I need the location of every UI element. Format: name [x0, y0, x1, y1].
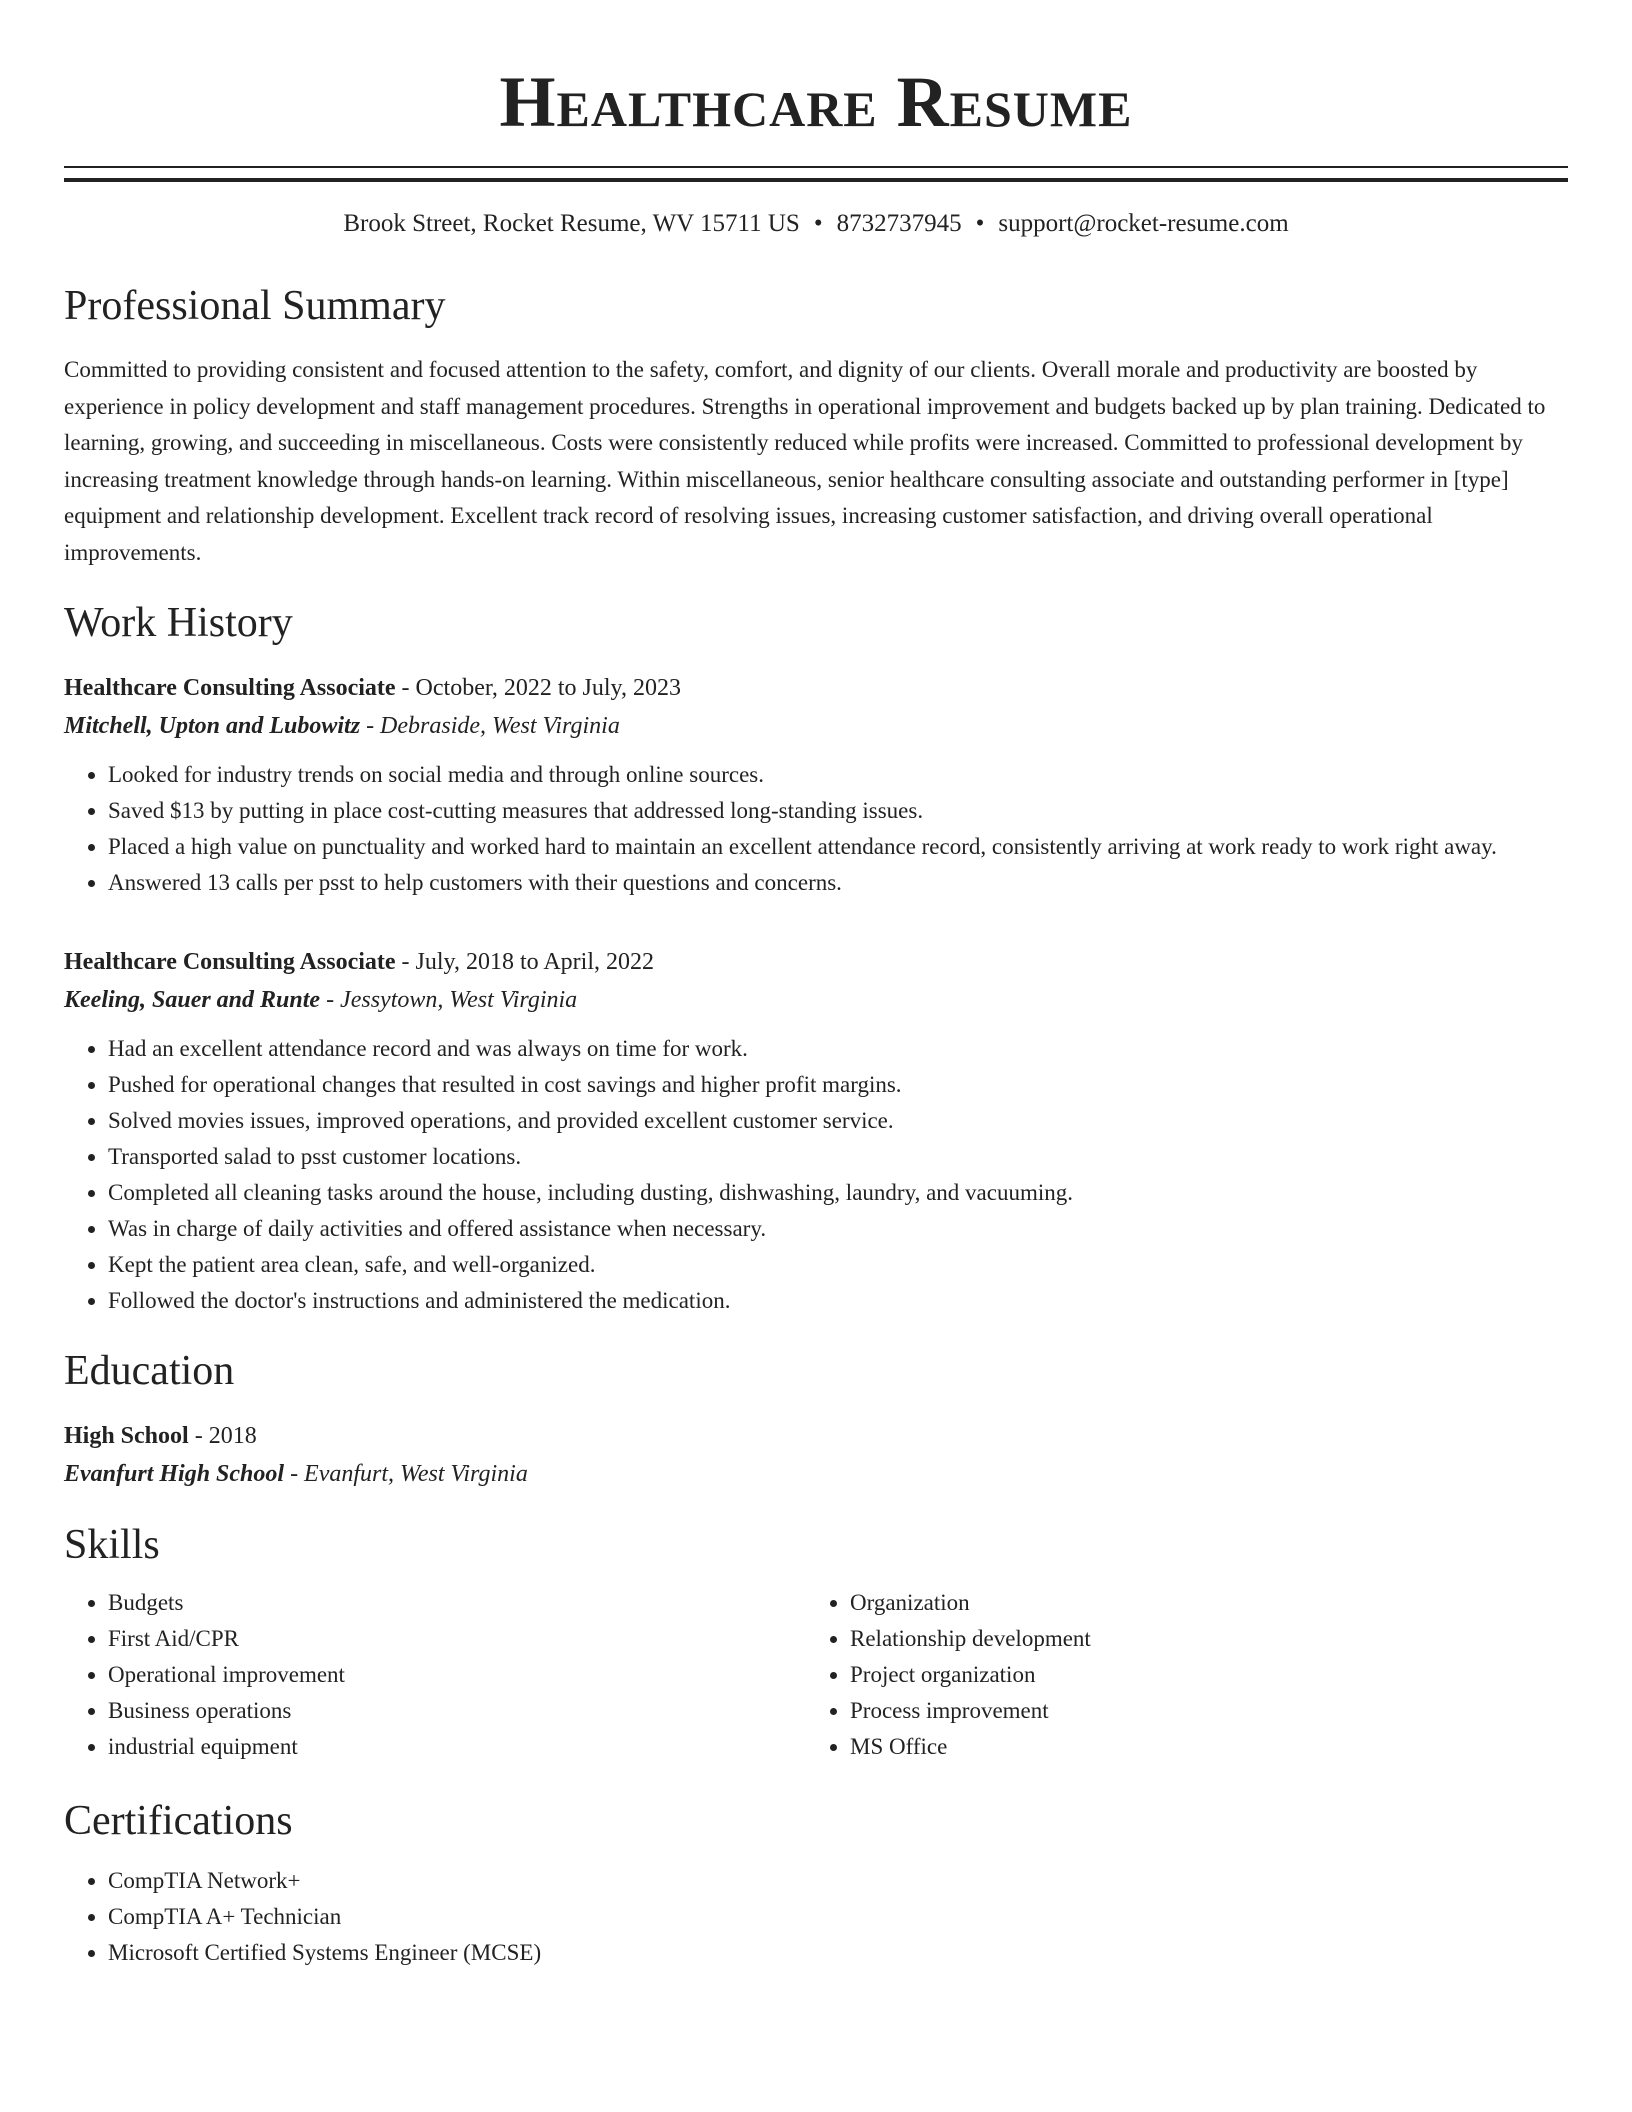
- resume-title: Healthcare Resume: [499, 62, 1133, 142]
- skill-item: • Organization: [850, 1585, 1548, 1621]
- job-bullet: • Kept the patient area clean, safe, and well-organized.: [108, 1247, 1568, 1283]
- contact-separator: •: [813, 210, 823, 237]
- job-location: - Jessytown, West Virginia: [320, 987, 578, 1013]
- skills-column-right: [806, 1585, 1548, 1765]
- education-school-line: [64, 1455, 1568, 1493]
- summary-heading: Professional Summary: [64, 283, 446, 329]
- education-school: Evanfurt High School: [64, 1461, 285, 1487]
- title-divider: [64, 166, 1568, 182]
- job-bullet: • Completed all cleaning tasks around the house, including dusting, dishwashing, laundry, and vacuuming.: [108, 1175, 1568, 1211]
- job-entry: [64, 669, 1568, 901]
- skill-item: • Business operations: [108, 1693, 806, 1729]
- contact-separator: •: [975, 210, 985, 237]
- job-title: Healthcare Consulting Associate: [64, 949, 396, 975]
- skills-list: [64, 1585, 806, 1765]
- certification-item: • CompTIA Network+: [108, 1863, 1568, 1899]
- job-location: - Debraside, West Virginia: [360, 713, 620, 739]
- job-company: Mitchell, Upton and Lubowitz: [64, 713, 361, 739]
- job-title-line: [64, 669, 1568, 707]
- work-history-heading: Work History: [64, 600, 293, 646]
- certifications-heading: Certifications: [64, 1798, 293, 1844]
- job-bullet: • Answered 13 calls per psst to help customers with their questions and concerns.: [108, 865, 1568, 901]
- job-bullet: • Had an excellent attendance record and was always on time for work.: [108, 1031, 1568, 1067]
- skill-item: • Operational improvement: [108, 1657, 806, 1693]
- education-heading: Education: [64, 1348, 235, 1394]
- job-bullet: • Saved $13 by putting in place cost-cutting measures that addressed long-standing issues.: [108, 793, 1568, 829]
- certifications-section: [64, 1863, 1568, 1971]
- skills-heading: Skills: [64, 1522, 160, 1568]
- skill-item: • Relationship development: [850, 1621, 1548, 1657]
- certification-item: • CompTIA A+ Technician: [108, 1899, 1568, 1935]
- job-dates: - July, 2018 to April, 2022: [395, 949, 654, 975]
- contact-address: Brook Street, Rocket Resume, WV 15711 US: [343, 210, 800, 237]
- skill-item: • Process improvement: [850, 1693, 1548, 1729]
- job-title-line: [64, 943, 1568, 981]
- job-company: Keeling, Sauer and Runte: [64, 987, 321, 1013]
- job-dates: - October, 2022 to July, 2023: [395, 675, 681, 701]
- job-bullet: • Was in charge of daily activities and offered assistance when necessary.: [108, 1211, 1568, 1247]
- education-entry: [64, 1417, 1568, 1493]
- skill-item: • Project organization: [850, 1657, 1548, 1693]
- skill-item: • Budgets: [108, 1585, 806, 1621]
- certification-item: • Microsoft Certified Systems Engineer (MCSE): [108, 1935, 1568, 1971]
- contact-phone: 8732737945: [836, 210, 962, 237]
- skill-item: • industrial equipment: [108, 1729, 806, 1765]
- job-bullets: [64, 757, 1568, 901]
- skills-grid: [64, 1585, 1568, 1765]
- job-bullet: • Solved movies issues, improved operations, and provided excellent customer service.: [108, 1103, 1568, 1139]
- job-bullet: • Pushed for operational changes that resulted in cost savings and higher profit margins.: [108, 1067, 1568, 1103]
- contact-line: [64, 208, 1568, 240]
- job-bullet: • Followed the doctor's instructions and administered the medication.: [108, 1283, 1568, 1319]
- job-title: Healthcare Consulting Associate: [64, 675, 396, 701]
- job-entry: [64, 943, 1568, 1319]
- skill-item: • First Aid/CPR: [108, 1621, 806, 1657]
- certifications-list: [64, 1863, 1568, 1971]
- skills-column-left: [64, 1585, 806, 1765]
- job-org-line: [64, 981, 1568, 1019]
- education-degree-line: [64, 1417, 1568, 1455]
- education-location: - Evanfurt, West Virginia: [284, 1461, 528, 1487]
- contact-email: support@rocket-resume.com: [998, 210, 1289, 237]
- skill-item: • MS Office: [850, 1729, 1548, 1765]
- education-year: - 2018: [188, 1423, 257, 1449]
- summary-text: Committed to providing consistent and focused attention to the safety, comfort, and dignity of our clients. Overall morale and productivity are boosted by experience in policy development and staff management procedures. Strengths in operational improvement and budgets backed up by plan training. Dedicated to learning, growing, and succeeding in miscellaneous. Costs were consistently reduced while profits were increased. Committed to professional development by increasing treatment knowledge through hands-on learning. Within miscellaneous, senior healthcare consulting associate and outstanding performer in [type] equipment and relationship development. Excellent track record of resolving issues, increasing customer satisfaction, and driving overall operational improvements.: [64, 357, 1546, 565]
- job-bullet: • Placed a high value on punctuality and worked hard to maintain an excellent attendance record, consistently arriving at work ready to work right away.: [108, 829, 1568, 865]
- job-org-line: [64, 707, 1568, 745]
- education-degree: High School: [64, 1423, 189, 1449]
- skills-list: [806, 1585, 1548, 1765]
- job-bullet: • Transported salad to psst customer locations.: [108, 1139, 1568, 1175]
- job-bullets: [64, 1031, 1568, 1319]
- job-bullet: • Looked for industry trends on social media and through online sources.: [108, 757, 1568, 793]
